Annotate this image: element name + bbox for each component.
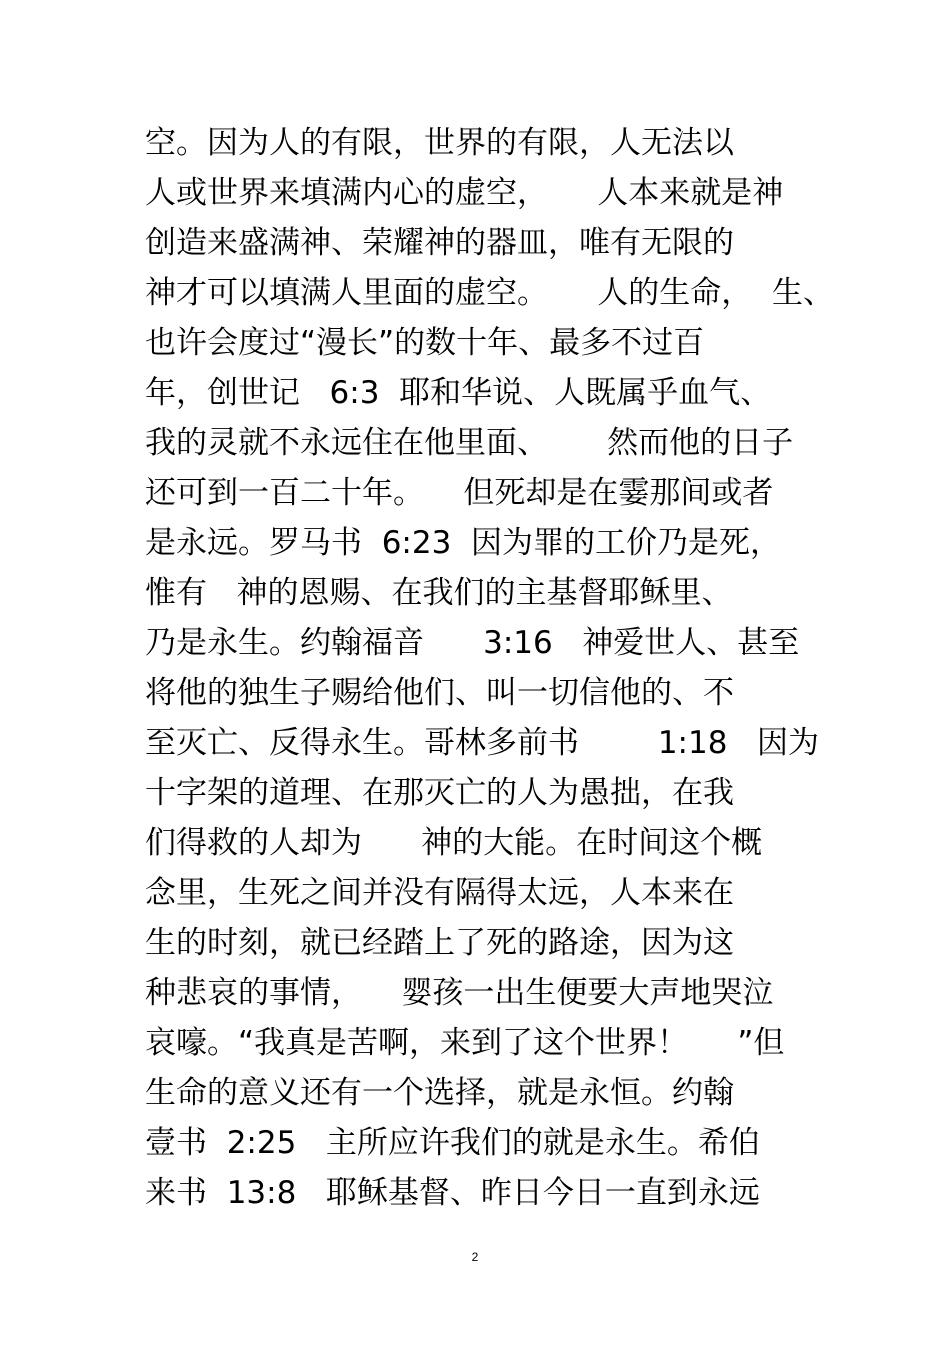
- text-line: 乃是永生。约翰福音 3:16 神爱世人、甚至: [145, 625, 800, 661]
- text-line: 来书 13:8 耶稣基督、昨日今日一直到永远: [145, 1175, 760, 1211]
- text-line: 十字架的道理、在那灭亡的人为愚拙，在我: [145, 775, 734, 811]
- text-line: 们得救的人却为 神的大能。在时间这个概: [145, 825, 763, 861]
- text-line: 空。因为人的有限，世界的有限，人无法以: [145, 125, 734, 161]
- text-line: 我的灵就不永远住在他里面、 然而他的日子: [145, 425, 794, 461]
- body-text: [145, 118, 834, 1218]
- text-line: 惟有 神的恩赐、在我们的主基督耶稣里、: [145, 575, 733, 611]
- text-line: 哀嚎。“我真是苦啊，来到了这个世界！ ”但: [145, 1025, 785, 1061]
- text-line: 是永远。罗马书 6:23 因为罪的工价乃是死，: [145, 525, 782, 561]
- text-line: 也许会度过“漫长”的数十年、最多不过百: [145, 325, 705, 361]
- text-line: 生的时刻，就已经踏上了死的路途，因为这: [145, 925, 734, 961]
- text-line: 至灭亡、反得永生。哥林多前书 1:18 因为: [145, 725, 820, 761]
- text-line: 壹书 2:25 主所应许我们的就是永生。希伯: [145, 1125, 760, 1161]
- text-line: 将他的独生子赐给他们、叫一切信他的、不: [145, 675, 734, 711]
- text-line: 还可到一百二十年。 但死却是在霎那间或者: [145, 475, 774, 511]
- text-line: 种悲哀的事情， 婴孩一出生便要大声地哭泣: [145, 975, 774, 1011]
- text-line: 年，创世记 6:3 耶和华说、人既属乎血气、: [145, 375, 772, 411]
- text-line: 创造来盛满神、荣耀神的器皿，唯有无限的: [145, 225, 734, 261]
- text-line: 神才可以填满人里面的虚空。 人的生命， 生、: [145, 275, 834, 311]
- text-line: 人或世界来填满内心的虚空， 人本来就是神: [145, 175, 784, 211]
- text-line: 生命的意义还有一个选择，就是永恒。约翰: [145, 1075, 734, 1111]
- page-number: 2: [471, 1250, 479, 1264]
- text-line: 念里，生死之间并没有隔得太远，人本来在: [145, 875, 734, 911]
